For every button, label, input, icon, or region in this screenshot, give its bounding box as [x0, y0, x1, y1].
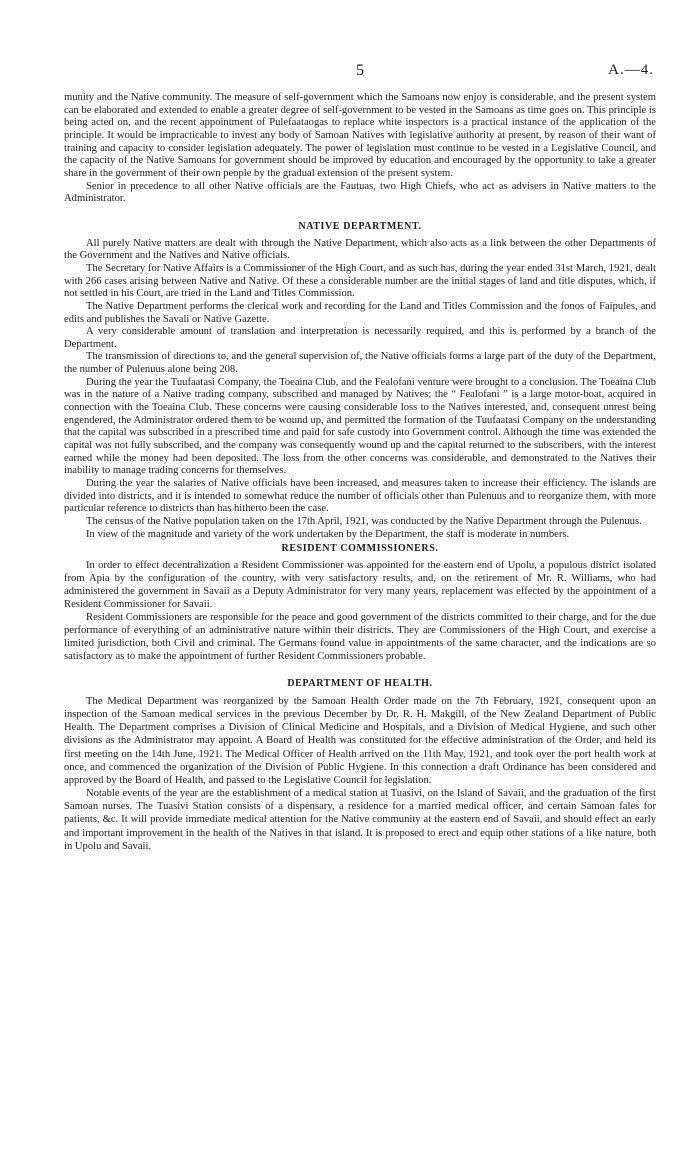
section-heading-native-department: NATIVE DEPARTMENT.	[298, 220, 422, 232]
document-reference: A.—4.	[608, 62, 654, 78]
paragraph: In order to effect decentralization a Resident Commissioner was appointed for the eastern end of Upolu, a populous district isolated from Apia by the configuration of the country, with very satisfactory results, and, on the retirement of Mr. R. Williams, who had administered the government in Savaii as a Deputy Administrator for very many years, replacement was effected by the appointment of a Resident Commissioner for Savaii.	[64, 559, 656, 611]
intro-paragraph: Senior in precedence to all other Native officials are the Fautuas, two High Chiefs, who act as advisers in Native matters to the Administrator.	[64, 180, 656, 205]
paragraph: Notable events of the year are the establishment of a medical station at Tuasivi, on the Island of Savaii, and the graduation of the first Samoan nurses. The Tuasivi Station consists of a dispensary, a residence for a married medical officer, and certain Samoan fales for patients, &c. It will provide immediate medical attention for the Native community at the eastern end of Savaii, and should effect an early and important improvement in the health of the Natives in that island. It is proposed to erect and equip other stations of a like nature, both in Upolu and Savaii.	[64, 788, 656, 852]
paragraph: During the year the salaries of Native officials have been increased, and measures taken to increase their efficiency. The islands are divided into districts, and it is intended to somewhat reduce the number of officials other than Pulenuus and to reorganize them, with more particular reference to districts than has hitherto been the case.	[64, 478, 656, 515]
paragraph: The Secretary for Native Affairs is a Commissioner of the High Court, and as such has, during the year ended 31st March, 1921, dealt with 266 cases arising between Native and Native. Of these a considerable number are the initial stages of land and title disputes, which, if not settled in his Court, are tried in the Land and Titles Commission.	[64, 262, 656, 300]
section-heading-health: DEPARTMENT OF HEALTH.	[287, 678, 433, 690]
paragraph: Resident Commissioners are responsible for the peace and good government of the districts committed to their charge, and for the due performance of everything of an administrative nature within their districts. They are Commissioners of the High Court, and exercise a limited jurisdiction, both Civil and criminal. The Germans found value in appointments of the same character, and the indications are so satisfactory as to make the appointment of further Resident Commissioners probable.	[64, 612, 656, 663]
paragraph: The census of the Native population taken on the 17th April, 1921, was conducted by the Native Department through the Pulenuus.	[86, 516, 642, 527]
page-number: 5	[356, 62, 364, 79]
paragraph: The Native Department performs the clerical work and recording for the Land and Titles Commission and the fonos of Faipules, and edits and publishes the Savali or Native Gazette.	[64, 300, 656, 325]
paragraph: The Medical Department was reorganized by the Samoan Health Order made on the 7th February, 1921, consequent upon an inspection of the Samoan medical services in the previous December by Dr. R. H. Makgill, of the New Zealand Department of Public Health. The Department comprises a Division of Clinical Medicine and Hospitals, and a Division of Medical Hygiene, and such other divisions as the Administrator may appoint. A Board of Health was constituted for the effective administration of the Order, and held its first meeting on the 14th June, 1921. The Medical Officer of Health arrived on the 11th May, 1921, and took over the port health work at once, and commenced the organization of the Division of Public Hygiene. In this connection a draft Ordinance has been considered and approved by the Board of Health, and passed to the Legislative Council for legislation.	[64, 696, 656, 786]
paragraph: A very considerable amount of translation and interpretation is necessarily required, and this is performed by a branch of the Department.	[64, 326, 656, 350]
resident-commissioners-section	[64, 543, 656, 663]
paragraph: During the year the Tuufaatasi Company, the Toeaina Club, and the Fealofani venture were brought to a conclusion. The Toeaina Club was in the nature of a Native trading company, subscribed and managed by Natives; the “ Fealofani ” is a large motor-boat, acquired in connection with the Toeaina Club. These concerns were causing considerable loss to the Natives interested, and, consequent unrest being engendered, the Administrator ordered them to be wound up, and permitted the formation of the Tuufaatasi Company on the understanding that the capital was subscribed in a prescribed time and paid for safe custody into Government control. Although the time was extended the capital was not fully subscribed, and the company was consequently wound up and the capital returned to the subscribers, with the interest earned while the money had been deposited. The loss from the other concerns was considerable, and demonstrated to the Natives their inability to manage trading concerns for themselves.	[64, 376, 656, 477]
page-header	[64, 62, 656, 92]
intro-paragraph: munity and the Native community. The measure of self-government which the Samoans now enjoy is considerable, and the present system can be elaborated and extended to enable a greater degree of self-government to be vested in the Samoans as time goes on. This principle is being acted on, and the recent appointment of Pulefaataogas to replace white inspectors is a practical instance of the application of the principle. It would be impracticable to invest any body of Samoan Natives with legislative authority at present, by reason of their want of training and capacity to consider legislation adequately. The power of legislation must continue to be vested in a Legislative Council, and the capacity of the Native Samoans for government should be improved by education and encouraged by the opportunity to take a greater share in the government of their own people by the gradual extension of the present system.	[64, 92, 656, 179]
document-body	[64, 92, 656, 853]
health-section	[64, 678, 656, 853]
section-heading-resident-commissioners: RESIDENT COMMISSIONERS.	[281, 543, 439, 555]
paragraph: The transmission of directions to, and the general supervision of, the Native officials forms a large part of the duty of the Department, the number of Pulenuus alone being 208.	[64, 351, 656, 376]
paragraph: All purely Native matters are dealt with through the Native Department, which also acts as a link between the other Departments of the Government and the Natives and Native officials.	[64, 237, 656, 262]
paragraph: In view of the magnitude and variety of the work undertaken by the Department, the staff is moderate in numbers.	[86, 528, 570, 540]
